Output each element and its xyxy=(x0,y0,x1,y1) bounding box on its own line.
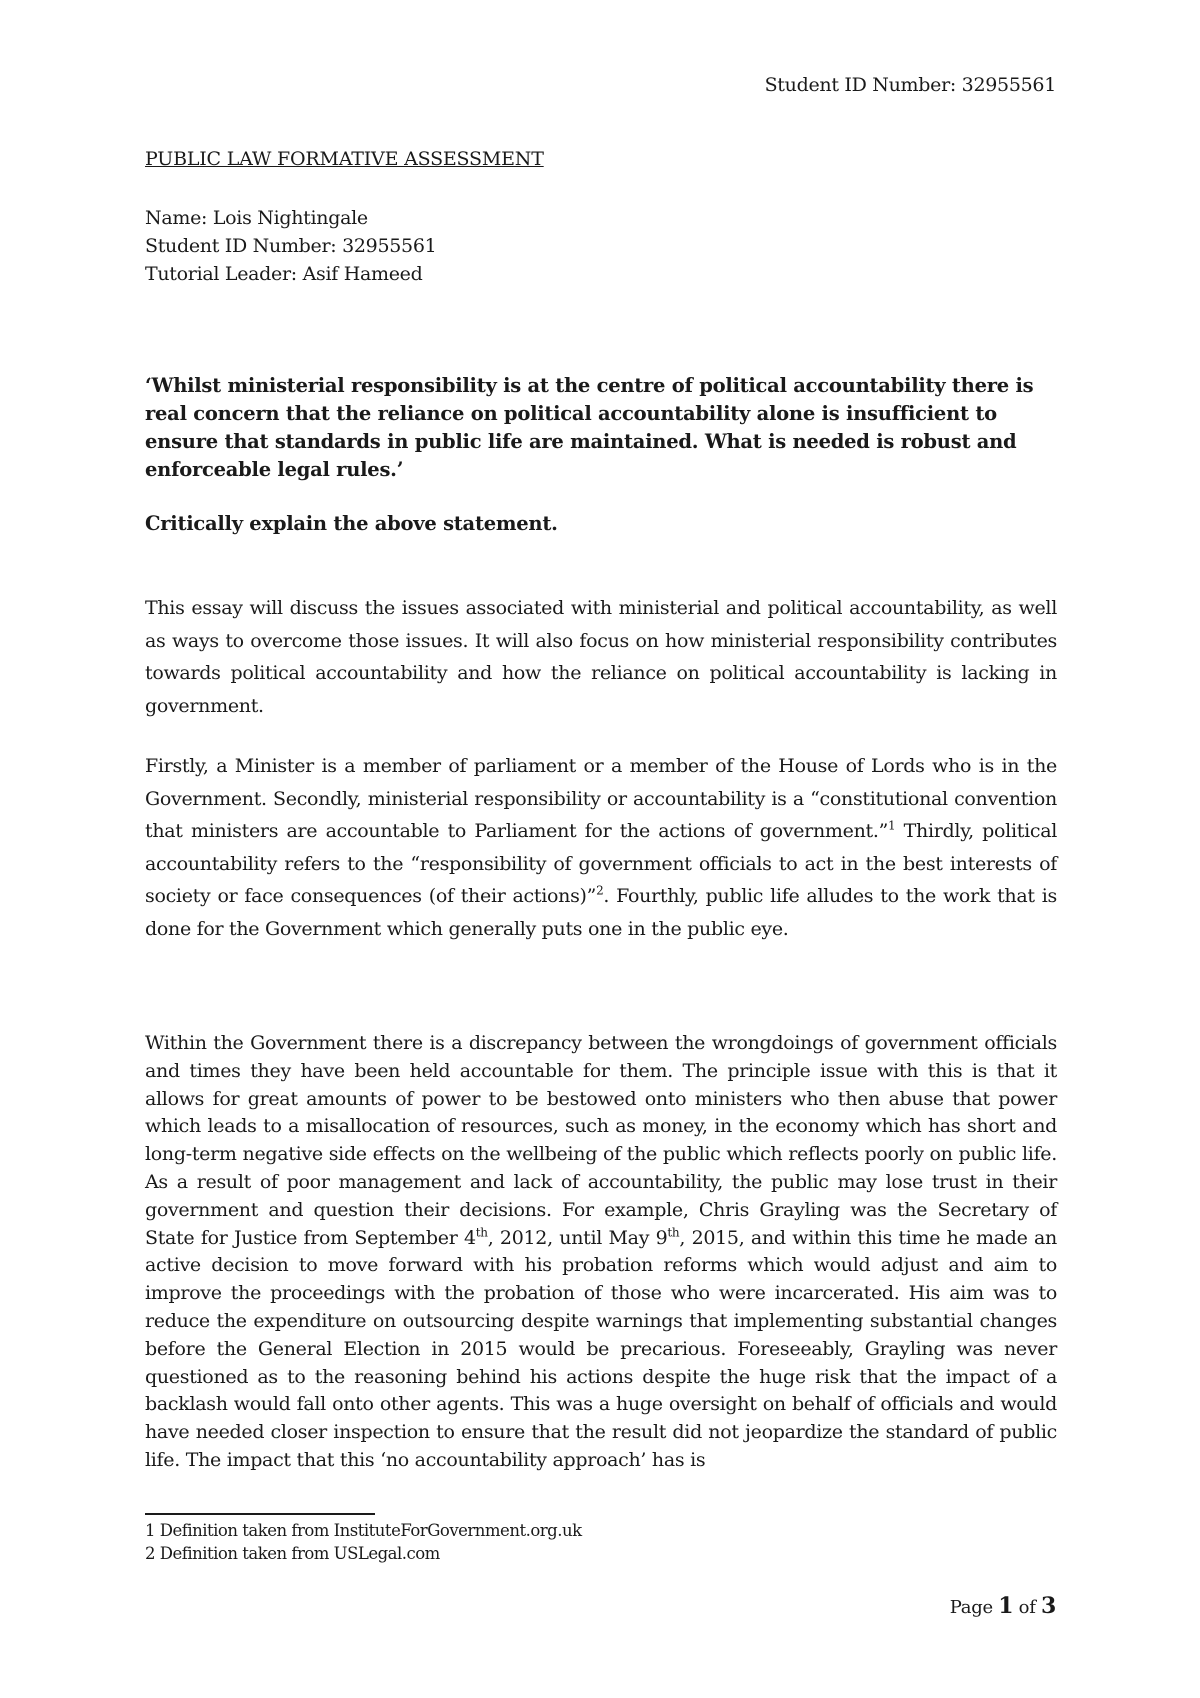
paragraph-introduction: This essay will discuss the issues associated with ministerial and political accountability, as well as ways to overcome those issues. It will also focus on how ministerial responsibility contributes towards political accountability and how the reliance on political accountability is lacking in government. xyxy=(145,597,1057,717)
page-total: 3 xyxy=(1040,1593,1056,1619)
footnote-ref-2: 2 xyxy=(596,883,604,898)
paragraph-text: , 2015, and within this time he made an active decision to move forward with his probation reforms which would adjust and aim to improve the proceedings with the probation of those who were incarcerated. His aim was to reduce the expenditure on outsourcing despite warnings that implementing substantial changes before the General Election in 2015 would be precarious. Foreseeably, Grayling was never questioned as to the reasoning behind his actions despite the huge risk that the impact of a backlash would fall onto other agents. This was a huge oversight on behalf of officials and would have needed closer inspection to ensure that the result did not jeopardize the standard of public life. The impact that this ‘no accountability approach’ has is xyxy=(145,1226,1057,1471)
footnote-1: 1 Definition taken from InstituteForGovernment.org.uk xyxy=(145,1521,582,1540)
footnote-2: 2 Definition taken from USLegal.com xyxy=(145,1544,440,1563)
header-student-id: Student ID Number: 32955561 xyxy=(764,74,1056,96)
student-id-line: Student ID Number: 32955561 xyxy=(145,235,437,257)
essay-question-quote: ‘Whilst ministerial responsibility is at the centre of political accountability there is real concern that the reliance on political accountability alone is insufficient to ensure that standards in public life are maintained. What is needed is robust and enforceable legal rules.’ xyxy=(145,374,1034,481)
paragraph-text: Thirdly, political accountability refers to the “responsibility of government officials to act in the best interests of society or face consequences (of their actions)” xyxy=(145,820,1057,907)
page-label: Page xyxy=(949,1597,999,1618)
paragraph-definitions xyxy=(145,750,1057,945)
document-title: PUBLIC LAW FORMATIVE ASSESSMENT xyxy=(145,148,544,170)
page-current: 1 xyxy=(998,1593,1014,1619)
footnote-ref-1: 1 xyxy=(888,818,896,833)
paragraph-text: Within the Government there is a discrepancy between the wrongdoings of government officials and times they have been held accountable for them. The principle issue with this is that it allows for great amounts of power to be bestowed onto ministers who then abuse that power which leads to a misallocation of resources, such as money, in the economy which has short and long-term negative side effects on the wellbeing of the public which reflects poorly on public life. As a result of poor management and lack of accountability, the public may lose trust in their government and question their decisions. For example, Chris Grayling was the Secretary of State for Justice from September 4 xyxy=(145,1032,1057,1249)
page-of: of xyxy=(1013,1597,1041,1618)
paragraph-text: , 2012, until May 9 xyxy=(487,1226,668,1249)
essay-instruction: Critically explain the above statement. xyxy=(145,512,558,535)
ordinal-suffix: th xyxy=(667,1225,680,1240)
ordinal-suffix: th xyxy=(475,1225,488,1240)
paragraph-text: . Fourthly, public life alludes to the work that is done for the Government which generally puts one in the public eye. xyxy=(145,885,1057,940)
tutorial-leader: Tutorial Leader: Asif Hameed xyxy=(145,263,423,285)
student-name: Name: Lois Nightingale xyxy=(145,207,368,229)
student-details xyxy=(145,204,1057,288)
page-number xyxy=(950,1593,1056,1619)
footnotes xyxy=(145,1519,582,1565)
footnote-separator xyxy=(145,1513,375,1515)
paragraph-text: Firstly, a Minister is a member of parliament or a member of the House of Lords who is in the Government. Secondly, ministerial responsibility or accountability is a “constitutional convention that ministers are accountable to Parliament for the actions of government.” xyxy=(145,755,1057,842)
paragraph-discussion xyxy=(145,1030,1057,1475)
